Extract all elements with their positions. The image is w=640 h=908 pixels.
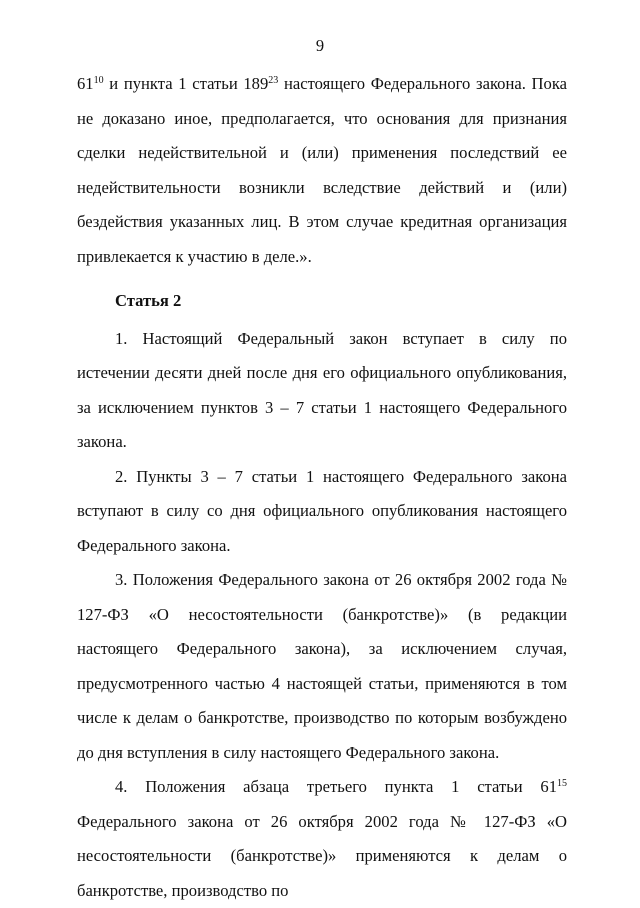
paragraph-text: Федерального закона от 26 октября 2002 года № 127-ФЗ «О несостоятельности (банкротстве)» применяются к делам о банкротстве, производство по <box>77 811 567 900</box>
paragraph-text: и пункта 1 статьи 189 <box>103 74 269 93</box>
superscript: 23 <box>268 75 279 86</box>
paragraph-item-3: 3. Положения Федерального закона от 26 октября 2002 года № 127-ФЗ «О несостоятельности (банкротстве)» (в редакции настоящего Федерального закона), за исключением случая, предусмотренного частью 4 настоящей статьи, применяются в том числе к делам о банкротстве, производство по которым возбуждено до дня вступления в силу настоящего Федерального закона. <box>77 570 567 762</box>
superscript: 10 <box>93 75 104 86</box>
paragraph-item-4 <box>77 770 567 908</box>
article-heading: Статья 2 <box>115 291 182 310</box>
paragraph-text: 4. Положения абзаца третьего пункта 1 статьи 61 <box>115 777 557 796</box>
page-number: 9 <box>315 36 325 55</box>
paragraph-continuation <box>77 67 567 274</box>
paragraph-item-1: 1. Настоящий Федеральный закон вступает в силу по истечении десяти дней после дня его официального опубликования, за исключением пунктов 3 – 7 статьи 1 настоящего Федерального закона. <box>77 328 567 451</box>
superscript: 15 <box>557 778 567 789</box>
paragraph-item-2: 2. Пункты 3 – 7 статьи 1 настоящего Федерального закона вступают в силу со дня официального опубликования настоящего Федерального закона. <box>77 466 567 555</box>
paragraph-text: 61 <box>77 74 94 93</box>
document-body <box>77 67 567 908</box>
paragraph-text: настоящего Федерального закона. Пока не доказано иное, предполагается, что основания для признания сделки недействительной и (или) применения последствий ее недействительности возникли вследствие действий и (или) бездействия указанных лиц. В этом случае кредитная организация привлекается к участию в деле.». <box>77 74 567 266</box>
